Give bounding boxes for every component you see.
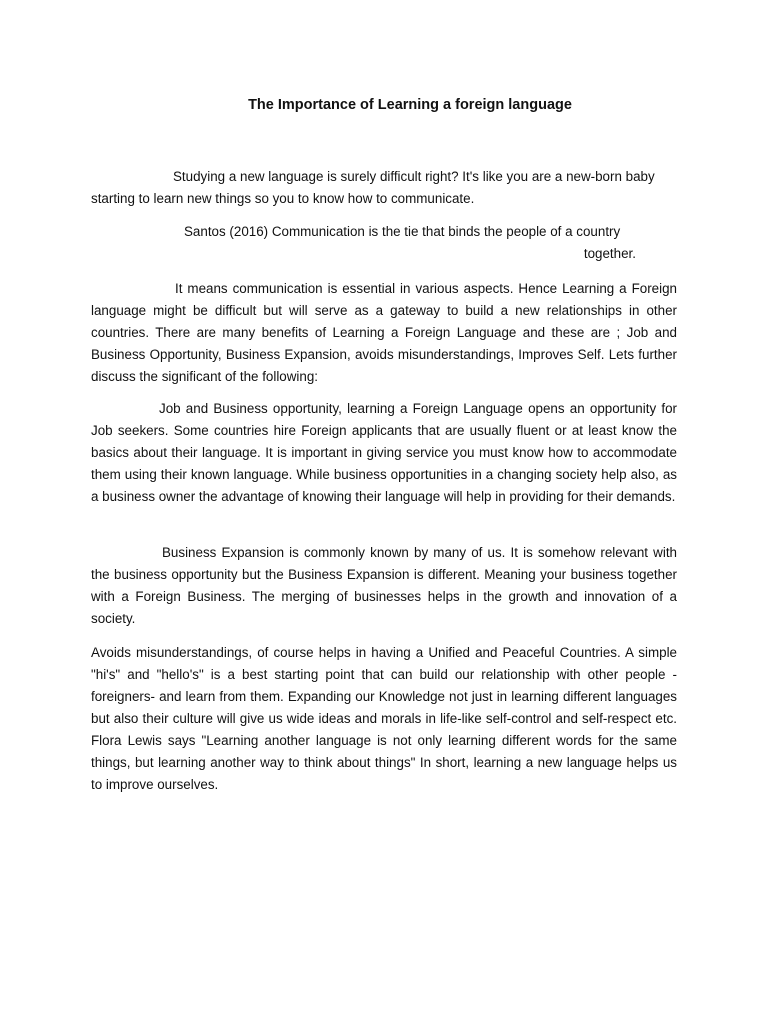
paragraph-benefits: It means communication is essential in various aspects. Hence Learning a Foreign language might be difficult but will serve as a gateway to build a new relationships in other countries. There are many benefits of Learning a Foreign Language and these are ; Job and Business Opportunity, Business Expansion, avoids misunderstandings, Improves Self. Lets further discuss the significant of the following: <box>91 281 677 384</box>
quote-line-1: Santos (2016) Communication is the tie that binds the people of a country <box>184 224 621 239</box>
quote-block <box>91 221 636 265</box>
paragraph-intro: Studying a new language is surely difficult right? It's like you are a new-born baby starting to learn new things so you to know how to communicate. <box>91 169 655 206</box>
document-title: The Importance of Learning a foreign language <box>248 97 572 113</box>
paragraph-business-expansion: Business Expansion is commonly known by many of us. It is somehow relevant with the business opportunity but the Business Expansion is different. Meaning your business together with a Foreign Business. The merging of businesses helps in the growth and innovation of a society. <box>91 545 677 626</box>
paragraph-job-opportunity: Job and Business opportunity, learning a Foreign Language opens an opportunity for Job seekers. Some countries hire Foreign applicants that are usually fluent or at least know the basics about their language. It is important in giving service you must know how to accommodate them using their known language. While business opportunities in a changing society help also, as a business owner the advantage of knowing their language will help in providing for their demands. <box>91 401 677 504</box>
quote-line-2: together. <box>583 246 636 261</box>
paragraph-misunderstandings: Avoids misunderstandings, of course helps in having a Unified and Peaceful Countries. A simple "hi's" and "hello's" is a best starting point that can build our relationship with other people -foreigners- and learn from them. Expanding our Knowledge not just in learning different languages but also their culture will give us wide ideas and morals in life-like self-control and self-respect etc. Flora Lewis says "Learning another language is not only learning different words for the same things, but learning another way to think about things" In short, learning a new language helps us to improve ourselves. <box>91 645 677 792</box>
